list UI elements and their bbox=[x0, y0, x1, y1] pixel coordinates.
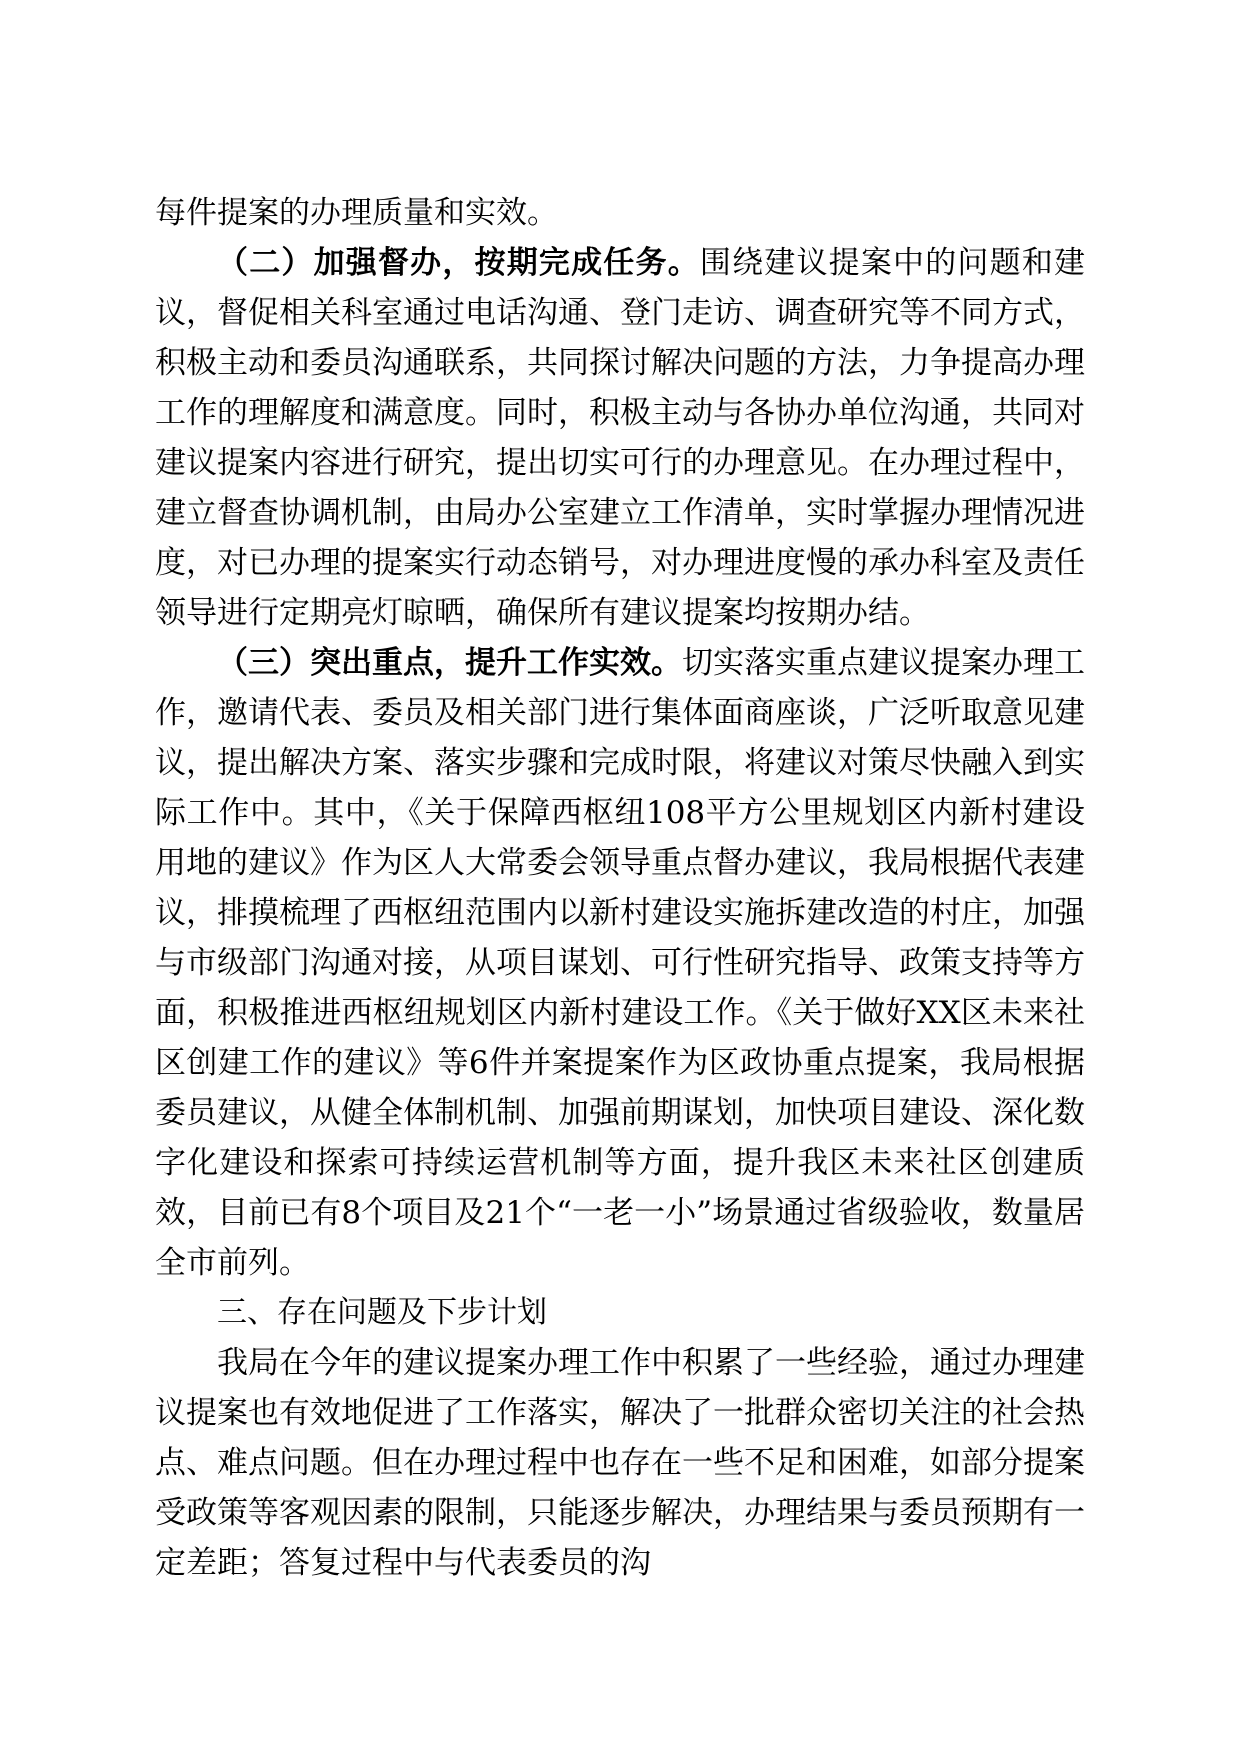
paragraph-continuation bbox=[155, 188, 1085, 238]
paragraph-key-points bbox=[155, 638, 1085, 1288]
paragraph-text: 围绕建议提案中的问题和建议，督促相关科室通过电话沟通、登门走访、调查研究等不同方式，积极主动和委员沟通联系，共同探讨解决问题的方法，力争提高办理工作的理解度和满意度。同时，积极主动与各协办单位沟通，共同对建议提案内容进行研究，提出切实可行的办理意见。在办理过程中，建立督查协调机制，由局办公室建立工作清单，实时掌握办理情况进度，对已办理的提案实行动态销号，对办理进度慢的承办科室及责任领导进行定期亮灯晾晒，确保所有建议提案均按期办结。 bbox=[155, 245, 1086, 631]
section-heading-problems-plans: 三、存在问题及下步计划 bbox=[217, 1295, 547, 1330]
paragraph-problems bbox=[155, 1338, 1085, 1588]
document-body bbox=[155, 188, 1085, 1588]
paragraph-text: 切实落实重点建议提案办理工作，邀请代表、委员及相关部门进行集体面商座谈，广泛听取意见建议，提出解决方案、落实步骤和完成时限，将建议对策尽快融入到实际工作中。其中，《关于保障西枢纽108平方公里规划区内新村建设用地的建议》作为区人大常委会领导重点督办建议，我局根据代表建议，排摸梳理了西枢纽范围内以新村建设实施拆建改造的村庄，加强与市级部门沟通对接，从项目谋划、可行性研究指导、政策支持等方面，积极推进西枢纽规划区内新村建设工作。《关于做好XX区未来社区创建工作的建议》等6件并案提案作为区政协重点提案，我局根据委员建议，从健全体制机制、加强前期谋划，加快项目建设、深化数字化建设和探索可持续运营机制等方面，提升我区未来社区创建质效，目前已有8个项目及21个“一老一小”场景通过省级验收，数量居全市前列。 bbox=[155, 645, 1085, 1281]
paragraph-supervision bbox=[155, 238, 1085, 638]
paragraph-lead-heading: （三）突出重点，提升工作实效。 bbox=[217, 645, 682, 681]
paragraph-lead-heading: （二）加强督办，按期完成任务。 bbox=[217, 245, 700, 281]
paragraph-text: 我局在今年的建议提案办理工作中积累了一些经验，通过办理建议提案也有效地促进了工作落实，解决了一批群众密切关注的社会热点、难点问题。但在办理过程中也存在一些不足和困难，如部分提案受政策等客观因素的限制，只能逐步解决，办理结果与委员预期有一定差距；答复过程中与代表委员的沟 bbox=[155, 1345, 1085, 1581]
paragraph-text: 每件提案的办理质量和实效。 bbox=[155, 195, 558, 231]
